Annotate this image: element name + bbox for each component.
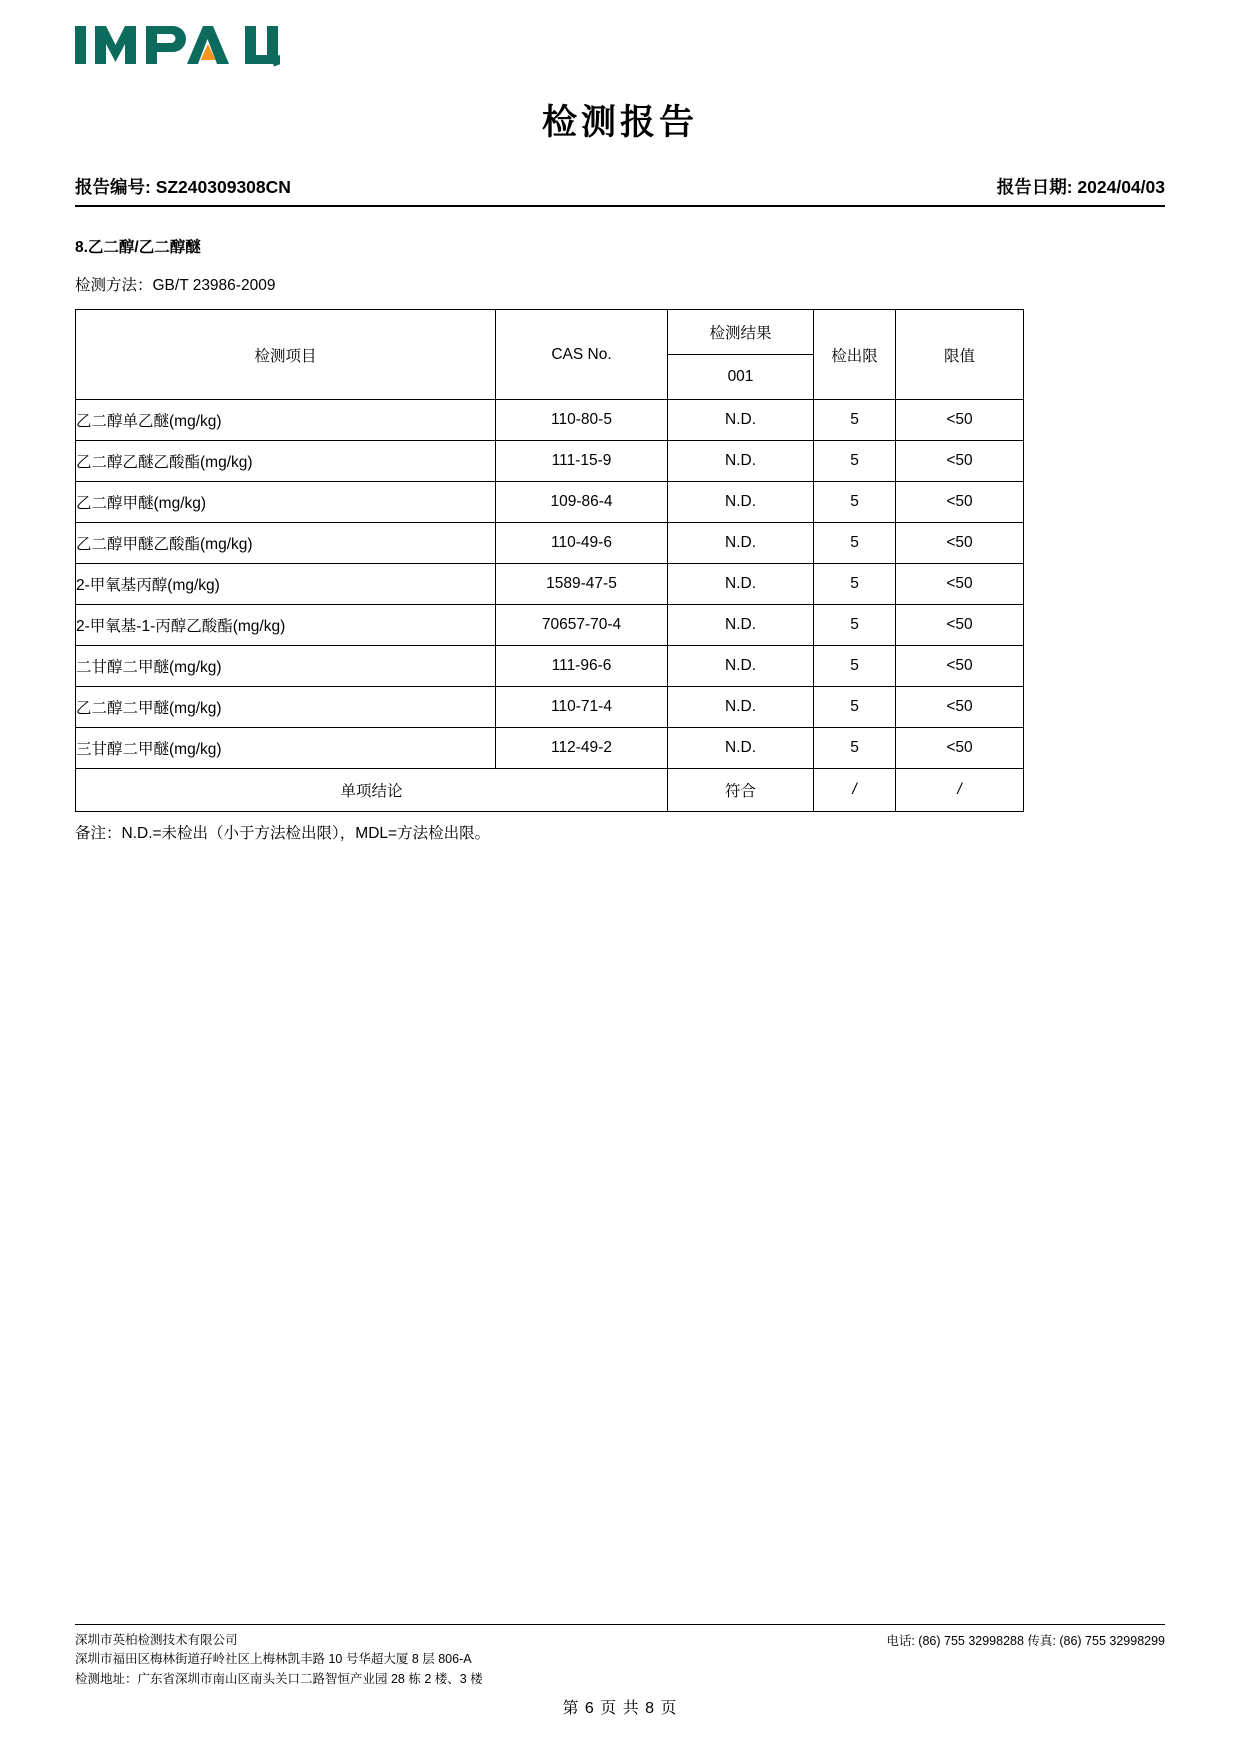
cell-result: N.D. <box>668 564 814 605</box>
footer-contact: 电话: (86) 755 32998288 传真: (86) 755 32998299 <box>886 1633 1165 1648</box>
cell-cas: 109-86-4 <box>496 482 668 523</box>
report-number: 报告编号: SZ240309308CN <box>75 177 291 197</box>
cell-result: N.D. <box>668 728 814 769</box>
header-item: 检测项目 <box>76 310 496 400</box>
cell-result: N.D. <box>668 400 814 441</box>
results-table-body <box>76 400 1024 812</box>
cell-mdl: 5 <box>814 728 896 769</box>
cell-limit: <50 <box>896 441 1024 482</box>
conclusion-mdl: / <box>814 769 896 812</box>
table-row <box>76 646 1024 687</box>
conclusion-limit: / <box>896 769 1024 812</box>
table-row <box>76 523 1024 564</box>
results-table <box>75 309 1024 812</box>
cell-limit: <50 <box>896 564 1024 605</box>
conclusion-result: 符合 <box>668 769 814 812</box>
cell-item: 乙二醇甲醚乙酸酯(mg/kg) <box>76 523 496 564</box>
cell-limit: <50 <box>896 605 1024 646</box>
conclusion-label: 单项结论 <box>76 769 668 812</box>
cell-limit: <50 <box>896 728 1024 769</box>
table-row <box>76 564 1024 605</box>
cell-limit: <50 <box>896 523 1024 564</box>
test-method: 检测方法：GB/T 23986-2009 <box>75 277 276 294</box>
cell-item: 乙二醇二甲醚(mg/kg) <box>76 687 496 728</box>
cell-limit: <50 <box>896 646 1024 687</box>
table-row <box>76 687 1024 728</box>
cell-result: N.D. <box>668 605 814 646</box>
cell-result: N.D. <box>668 646 814 687</box>
footer-company-name: 深圳市英柏检测技术有限公司 <box>75 1632 238 1647</box>
cell-result: N.D. <box>668 523 814 564</box>
cell-item: 三甘醇二甲醚(mg/kg) <box>76 728 496 769</box>
conclusion-row <box>76 769 1024 812</box>
cell-limit: <50 <box>896 687 1024 728</box>
header-sample-001: 001 <box>668 355 814 400</box>
cell-mdl: 5 <box>814 441 896 482</box>
cell-mdl: 5 <box>814 605 896 646</box>
footer-address-1: 深圳市福田区梅林街道孖岭社区上梅林凯丰路 10 号华超大厦 8 层 806-A <box>75 1652 472 1667</box>
cell-cas: 112-49-2 <box>496 728 668 769</box>
report-meta-row <box>75 174 1165 207</box>
table-row <box>76 605 1024 646</box>
cell-item: 乙二醇单乙醚(mg/kg) <box>76 400 496 441</box>
cell-cas: 1589-47-5 <box>496 564 668 605</box>
cell-item: 二甘醇二甲醚(mg/kg) <box>76 646 496 687</box>
table-header-row <box>76 310 1024 355</box>
cell-result: N.D. <box>668 687 814 728</box>
cell-cas: 110-71-4 <box>496 687 668 728</box>
impaq-logo <box>75 22 280 68</box>
page-number: 第 6 页 共 8 页 <box>562 1700 678 1717</box>
table-row <box>76 441 1024 482</box>
cell-mdl: 5 <box>814 400 896 441</box>
remark-note: 备注：N.D.=未检出（小于方法检出限），MDL=方法检出限。 <box>75 825 491 842</box>
cell-result: N.D. <box>668 441 814 482</box>
table-row <box>76 482 1024 523</box>
header-cas: CAS No. <box>496 310 668 400</box>
report-date: 报告日期: 2024/04/03 <box>996 177 1165 197</box>
cell-cas: 110-49-6 <box>496 523 668 564</box>
cell-mdl: 5 <box>814 482 896 523</box>
cell-limit: <50 <box>896 400 1024 441</box>
table-row <box>76 400 1024 441</box>
footer-divider <box>75 1624 1165 1625</box>
footer-company-block <box>75 1631 483 1689</box>
table-row <box>76 728 1024 769</box>
cell-item: 乙二醇甲醚(mg/kg) <box>76 482 496 523</box>
cell-item: 2-甲氧基丙醇(mg/kg) <box>76 564 496 605</box>
cell-cas: 111-96-6 <box>496 646 668 687</box>
header-mdl: 检出限 <box>814 310 896 400</box>
footer-address-2: 检测地址：广东省深圳市南山区南头关口二路智恒产业园 28 栋 2 楼、3 楼 <box>75 1671 483 1686</box>
header-limit: 限值 <box>896 310 1024 400</box>
cell-cas: 110-80-5 <box>496 400 668 441</box>
page-footer <box>75 1624 1165 1718</box>
cell-cas: 111-15-9 <box>496 441 668 482</box>
cell-item: 2-甲氧基-1-丙醇乙酸酯(mg/kg) <box>76 605 496 646</box>
footer-content <box>75 1631 1165 1689</box>
cell-mdl: 5 <box>814 564 896 605</box>
logo-row <box>75 0 1165 84</box>
cell-mdl: 5 <box>814 687 896 728</box>
cell-result: N.D. <box>668 482 814 523</box>
section-heading: 8.乙二醇/乙二醇醚 <box>75 239 201 256</box>
page-title: 检测报告 <box>541 102 698 143</box>
header-result: 检测结果 <box>668 310 814 355</box>
cell-mdl: 5 <box>814 646 896 687</box>
cell-cas: 70657-70-4 <box>496 605 668 646</box>
cell-mdl: 5 <box>814 523 896 564</box>
cell-item: 乙二醇乙醚乙酸酯(mg/kg) <box>76 441 496 482</box>
cell-limit: <50 <box>896 482 1024 523</box>
